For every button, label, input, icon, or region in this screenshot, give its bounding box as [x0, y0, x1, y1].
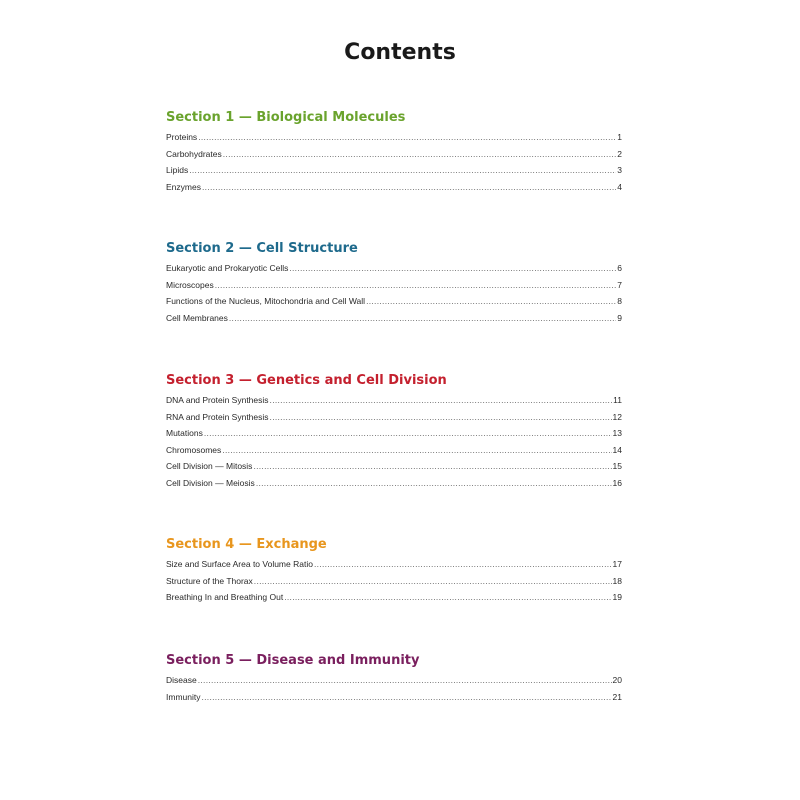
toc-page-number: 6 — [617, 263, 622, 273]
dot-leader — [222, 442, 611, 459]
dot-leader — [204, 425, 612, 442]
toc-entry[interactable] — [166, 260, 622, 277]
toc-entry-title: Eukaryotic and Prokaryotic Cells — [166, 263, 289, 273]
dot-leader — [254, 573, 612, 590]
toc-entry-title: Structure of the Thorax — [166, 575, 253, 586]
toc-page-number: 7 — [617, 279, 622, 290]
dot-leader — [289, 260, 616, 277]
dot-leader — [202, 179, 616, 196]
toc-page-number: 12 — [612, 411, 622, 422]
section-heading: Section 5 — Disease and Immunity — [166, 653, 420, 668]
dot-leader — [215, 277, 617, 294]
section-5 — [166, 653, 622, 705]
toc-entry-title: Microscopes — [166, 279, 214, 290]
toc-list — [166, 129, 622, 195]
toc-page-number: 3 — [617, 165, 622, 176]
toc-entry[interactable] — [166, 458, 622, 475]
dot-leader — [223, 146, 617, 163]
dot-leader — [366, 293, 616, 310]
toc-page-number: 20 — [612, 675, 622, 685]
toc-entry[interactable] — [166, 475, 622, 492]
toc-entry[interactable] — [166, 277, 622, 294]
toc-entry-title: Disease — [166, 675, 197, 685]
dot-leader — [314, 556, 612, 573]
toc-list — [166, 260, 622, 326]
toc-page-number: 9 — [617, 312, 622, 323]
toc-entry[interactable] — [166, 179, 622, 196]
toc-page-number: 11 — [613, 395, 622, 405]
toc-entry[interactable] — [166, 146, 622, 163]
toc-entry[interactable] — [166, 672, 622, 689]
section-heading: Section 4 — Exchange — [166, 537, 327, 552]
dot-leader — [201, 689, 611, 706]
toc-entry-title: Size and Surface Area to Volume Ratio — [166, 559, 313, 569]
toc-list — [166, 392, 622, 492]
dot-leader — [198, 129, 616, 146]
toc-entry-title: Chromosomes — [166, 444, 222, 455]
section-heading: Section 2 — Cell Structure — [166, 241, 358, 256]
toc-entry[interactable] — [166, 129, 622, 146]
toc-entry[interactable] — [166, 293, 622, 310]
toc-entry-title: Cell Membranes — [166, 312, 228, 323]
toc-entry-title: Functions of the Nucleus, Mitochondria and Cell Wall — [166, 296, 366, 307]
toc-entry[interactable] — [166, 689, 622, 706]
section-2 — [166, 241, 622, 326]
toc-entry-title: Breathing In and Breathing Out — [166, 592, 284, 603]
toc-entry[interactable] — [166, 556, 622, 573]
dot-leader — [256, 475, 612, 492]
toc-entry-title: RNA and Protein Synthesis — [166, 411, 269, 422]
toc-entry[interactable] — [166, 589, 622, 606]
toc-entry-title: Mutations — [166, 428, 203, 439]
toc-page-number: 2 — [617, 148, 622, 159]
toc-page-number: 14 — [612, 444, 622, 455]
dot-leader — [189, 162, 616, 179]
section-4 — [166, 537, 622, 606]
toc-page-number: 8 — [617, 296, 622, 307]
toc-entry[interactable] — [166, 310, 622, 327]
toc-page-number: 15 — [612, 461, 622, 472]
toc-page-number: 1 — [617, 132, 622, 142]
toc-entry-title: Carbohydrates — [166, 148, 222, 159]
toc-entry[interactable] — [166, 573, 622, 590]
toc-entry-title: Lipids — [166, 165, 189, 176]
toc-page-number: 4 — [617, 181, 622, 192]
dot-leader — [253, 458, 611, 475]
section-1 — [166, 110, 622, 195]
toc-entry[interactable] — [166, 442, 622, 459]
toc-list — [166, 672, 622, 705]
page-title: Contents — [344, 40, 456, 65]
toc-page-number: 21 — [612, 691, 622, 702]
toc-entry[interactable] — [166, 409, 622, 426]
dot-leader — [270, 409, 612, 426]
section-3 — [166, 373, 622, 492]
toc-entry[interactable] — [166, 162, 622, 179]
dot-leader — [229, 310, 616, 327]
dot-leader — [198, 672, 612, 689]
section-heading: Section 1 — Biological Molecules — [166, 110, 406, 125]
toc-entry[interactable] — [166, 425, 622, 442]
dot-leader — [270, 392, 613, 409]
toc-entry-title: Immunity — [166, 691, 201, 702]
toc-entry-title: DNA and Protein Synthesis — [166, 395, 269, 405]
toc-page-number: 18 — [612, 575, 622, 586]
section-heading: Section 3 — Genetics and Cell Division — [166, 373, 447, 388]
toc-page-number: 17 — [612, 559, 622, 569]
toc-entry-title: Enzymes — [166, 181, 201, 192]
dot-leader — [284, 589, 611, 606]
toc-entry-title: Cell Division — Mitosis — [166, 461, 253, 472]
toc-list — [166, 556, 622, 606]
toc-entry[interactable] — [166, 392, 622, 409]
toc-entry-title: Cell Division — Meiosis — [166, 477, 255, 488]
toc-entry-title: Proteins — [166, 132, 198, 142]
toc-page-number: 13 — [612, 428, 622, 439]
toc-page-number: 19 — [612, 592, 622, 603]
toc-page-number: 16 — [612, 477, 622, 488]
